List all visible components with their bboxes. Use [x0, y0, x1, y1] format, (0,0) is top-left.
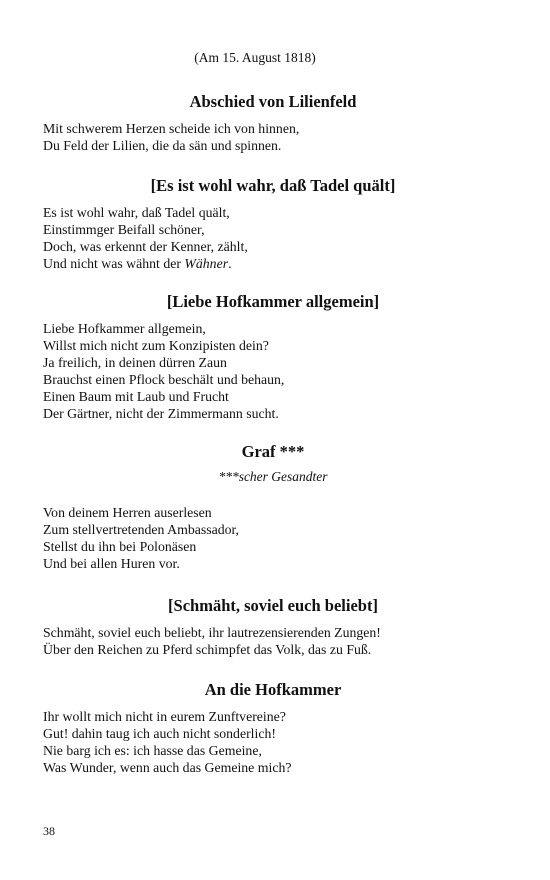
poem-line: Schmäht, soviel euch beliebt, ihr lautrezensierenden Zungen!	[43, 625, 381, 640]
poem-line: Mit schwerem Herzen scheide ich von hinnen,	[43, 121, 300, 136]
poem-subtitle: ***scher Gesandter	[218, 469, 328, 484]
poem-line: Was Wunder, wenn auch das Gemeine mich?	[43, 760, 292, 775]
poem-line	[43, 255, 503, 272]
poem-title: [Es ist wohl wahr, daß Tadel quält]	[150, 176, 396, 195]
poem-line: Ihr wollt mich nicht in eurem Zunftvereine?	[43, 709, 286, 724]
poem-line: Stellst du ihn bei Polonäsen	[43, 539, 197, 554]
poem-line: Es ist wohl wahr, daß Tadel quält,	[43, 205, 230, 220]
poem-line: Willst mich nicht zum Konzipisten dein?	[43, 338, 269, 353]
poem-line: Du Feld der Lilien, die da sän und spinnen.	[43, 138, 282, 153]
poem-line-end: .	[228, 256, 232, 271]
poem-hofkammer-allgemein	[43, 292, 503, 422]
poem-line: Doch, was erkennt der Kenner, zählt,	[43, 239, 248, 254]
poem-lines	[43, 708, 503, 776]
poem-lines	[43, 624, 503, 658]
poem-lines	[43, 504, 503, 572]
poem-line-text: Und nicht was wähnt der	[43, 256, 185, 271]
poem-schmaeht	[43, 596, 503, 658]
poem-line: Der Gärtner, nicht der Zimmermann sucht.	[43, 406, 279, 421]
poem-lines	[43, 204, 503, 272]
poem-line: Über den Reichen zu Pferd schimpfet das Volk, das zu Fuß.	[43, 642, 372, 657]
poem-graf	[43, 442, 503, 572]
poem-line: Einen Baum mit Laub und Frucht	[43, 389, 229, 404]
poem-title: Graf ***	[241, 442, 305, 461]
poem-line: Nie barg ich es: ich hasse das Gemeine,	[43, 743, 262, 758]
poem-title: [Liebe Hofkammer allgemein]	[166, 292, 380, 311]
poem-lines	[43, 120, 503, 154]
poem-line: Gut! dahin taug ich auch nicht sonderlich!	[43, 726, 276, 741]
poem-line-italic: Wähner	[184, 256, 229, 271]
poem-tadel	[43, 176, 503, 272]
poem-an-die-hofkammer	[43, 680, 503, 776]
poem-line: Von deinem Herren auserlesen	[43, 505, 212, 520]
poem-line: Und bei allen Huren vor.	[43, 556, 180, 571]
page-number: 38	[43, 824, 55, 838]
poem-line: Ja freilich, in deinen dürren Zaun	[43, 355, 227, 370]
poem-title: [Schmäht, soviel euch beliebt]	[168, 596, 378, 615]
poem-line: Zum stellvertretenden Ambassador,	[43, 522, 239, 537]
date-line: (Am 15. August 1818)	[194, 50, 316, 65]
poem-title: Abschied von Lilienfeld	[189, 92, 357, 111]
poem-abschied	[43, 92, 503, 154]
poem-line: Einstimmger Beifall schöner,	[43, 222, 205, 237]
poem-title: An die Hofkammer	[204, 680, 342, 699]
poem-lines	[43, 320, 503, 422]
poem-line: Liebe Hofkammer allgemein,	[43, 321, 206, 336]
poem-line: Brauchst einen Pflock beschält und behaun,	[43, 372, 285, 387]
